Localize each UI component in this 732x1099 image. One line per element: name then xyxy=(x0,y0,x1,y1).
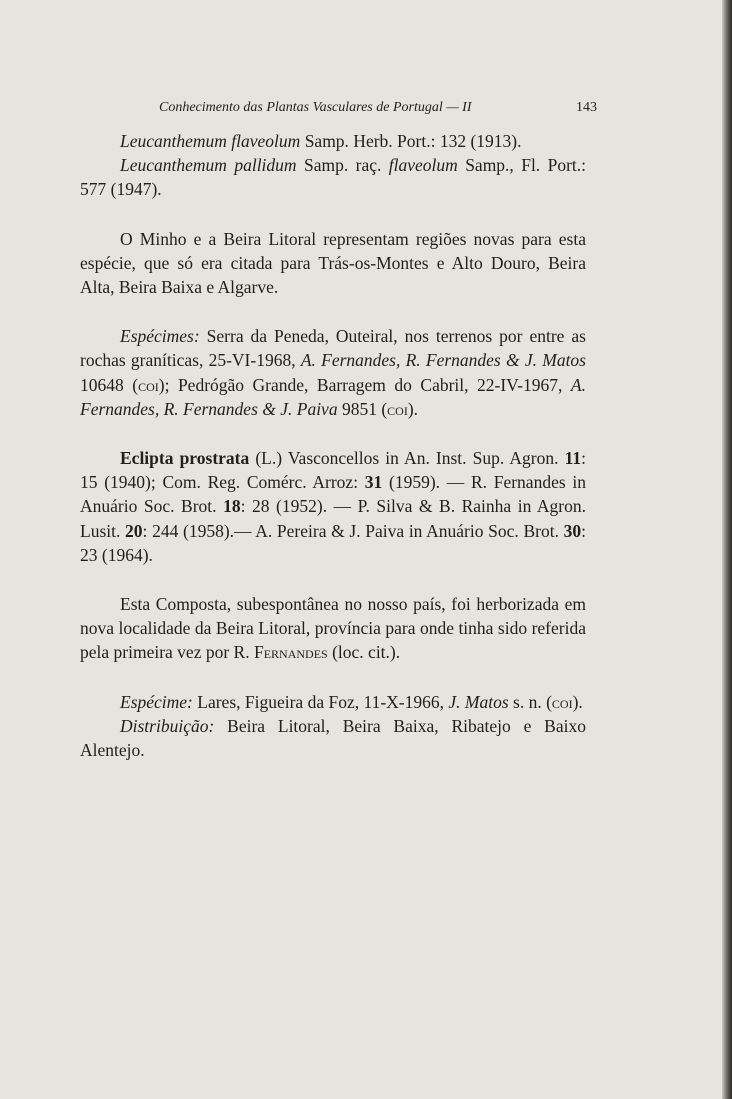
specimen-paragraph xyxy=(80,690,586,714)
author-name: Fernandes xyxy=(253,642,328,663)
herbarium-code: coi xyxy=(551,691,573,712)
body-text xyxy=(80,129,586,762)
rank-text: Samp. raç. xyxy=(296,155,389,176)
taxon-epithet: flaveolum xyxy=(388,155,458,176)
volume-number: 31 xyxy=(364,472,383,493)
distribution-paragraph xyxy=(80,714,586,762)
collectors: A. Fernandes, R. Fernandes & J. Paiva xyxy=(80,374,586,419)
eclipta-prostrata-entry xyxy=(80,446,586,567)
specimens-text: ); Pedrógão Grande, Barragem do Cabril, 22-IV-1967, xyxy=(158,374,571,395)
taxon-name-bold: Eclipta prostrata xyxy=(120,448,250,469)
paragraph-text: (loc. cit.). xyxy=(327,642,401,663)
collector: J. Matos xyxy=(448,691,509,712)
specimens-text: ). xyxy=(407,398,419,419)
collectors: A. Fernandes, R. Fernandes & J. Matos xyxy=(300,350,586,371)
page-edge-shadow xyxy=(722,0,732,1099)
page-number: 143 xyxy=(576,100,597,115)
paragraph-new-locality xyxy=(80,592,586,665)
citation-text: : 28 (1952). — P. Silva & B. Rainha in Agron. Lusit. xyxy=(80,496,587,541)
herbarium-code: coi xyxy=(387,398,408,419)
specimen-text: s. n. ( xyxy=(508,691,552,712)
distribution-label: Distribuição: xyxy=(120,715,215,736)
citation-text: : 15 (1940); Com. Reg. Comérc. Arroz: xyxy=(80,448,586,493)
specimens-text: 9851 ( xyxy=(337,398,388,419)
citation-text: (1959). — R. Fernandes in Anuário Soc. Brot. xyxy=(80,472,586,517)
herbarium-code: coi xyxy=(138,374,159,395)
specimen-text: Lares, Figueira da Foz, 11-X-1966, xyxy=(192,691,449,712)
specimen-text: ). xyxy=(572,691,583,712)
volume-number: 30 xyxy=(563,520,582,541)
running-header xyxy=(159,100,597,122)
distribution-text: Beira Litoral, Beira Baixa, Ribatejo e Baixo Alentejo. xyxy=(80,715,586,761)
volume-number: 18 xyxy=(223,496,241,517)
volume-number: 11 xyxy=(564,448,582,469)
specimens-text: Serra da Peneda, Outeiral, nos terrenos por entre as rochas graníticas, 25-VI-1968, xyxy=(80,326,586,371)
paragraph-distribution-note: O Minho e a Beira Litoral representam regiões novas para esta espécie, que só era citada para Trás-os-Montes e Alto Douro, Beira Alta, Beira Baixa e Algarve. xyxy=(80,228,586,298)
citation: Samp., Fl. Port.: 577 (1947). xyxy=(80,155,586,200)
citation-text: (L.) Vasconcellos in An. Inst. Sup. Agron. xyxy=(249,448,565,469)
citation: Samp. Herb. Port.: 132 (1913). xyxy=(300,131,522,151)
citation-text: : 23 (1964). xyxy=(80,520,586,565)
taxon-name: Leucanthemum pallidum xyxy=(120,155,297,176)
taxon-name: Leucanthemum flaveolum xyxy=(120,131,301,151)
running-title: Conhecimento das Plantas Vasculares de Portugal — II xyxy=(159,100,472,115)
citation-text: : 244 (1958).— A. Pereira & J. Paiva in Anuário Soc. Brot. xyxy=(142,520,564,541)
specimens-label: Espécimes: xyxy=(120,326,200,347)
specimens-text: 10648 ( xyxy=(80,374,139,395)
specimen-label: Espécime: xyxy=(120,691,193,712)
specimens-paragraph xyxy=(80,324,586,421)
synonym-leucanthemum-pallidum xyxy=(80,153,586,201)
volume-number: 20 xyxy=(125,520,143,541)
paragraph-text: Esta Composta, subespontânea no nosso país, foi herborizada em nova localidade da Beira Litoral, província para onde tinha sido referida pela primeira vez por R. xyxy=(80,594,586,663)
synonym-leucanthemum-flaveolum xyxy=(80,129,586,153)
